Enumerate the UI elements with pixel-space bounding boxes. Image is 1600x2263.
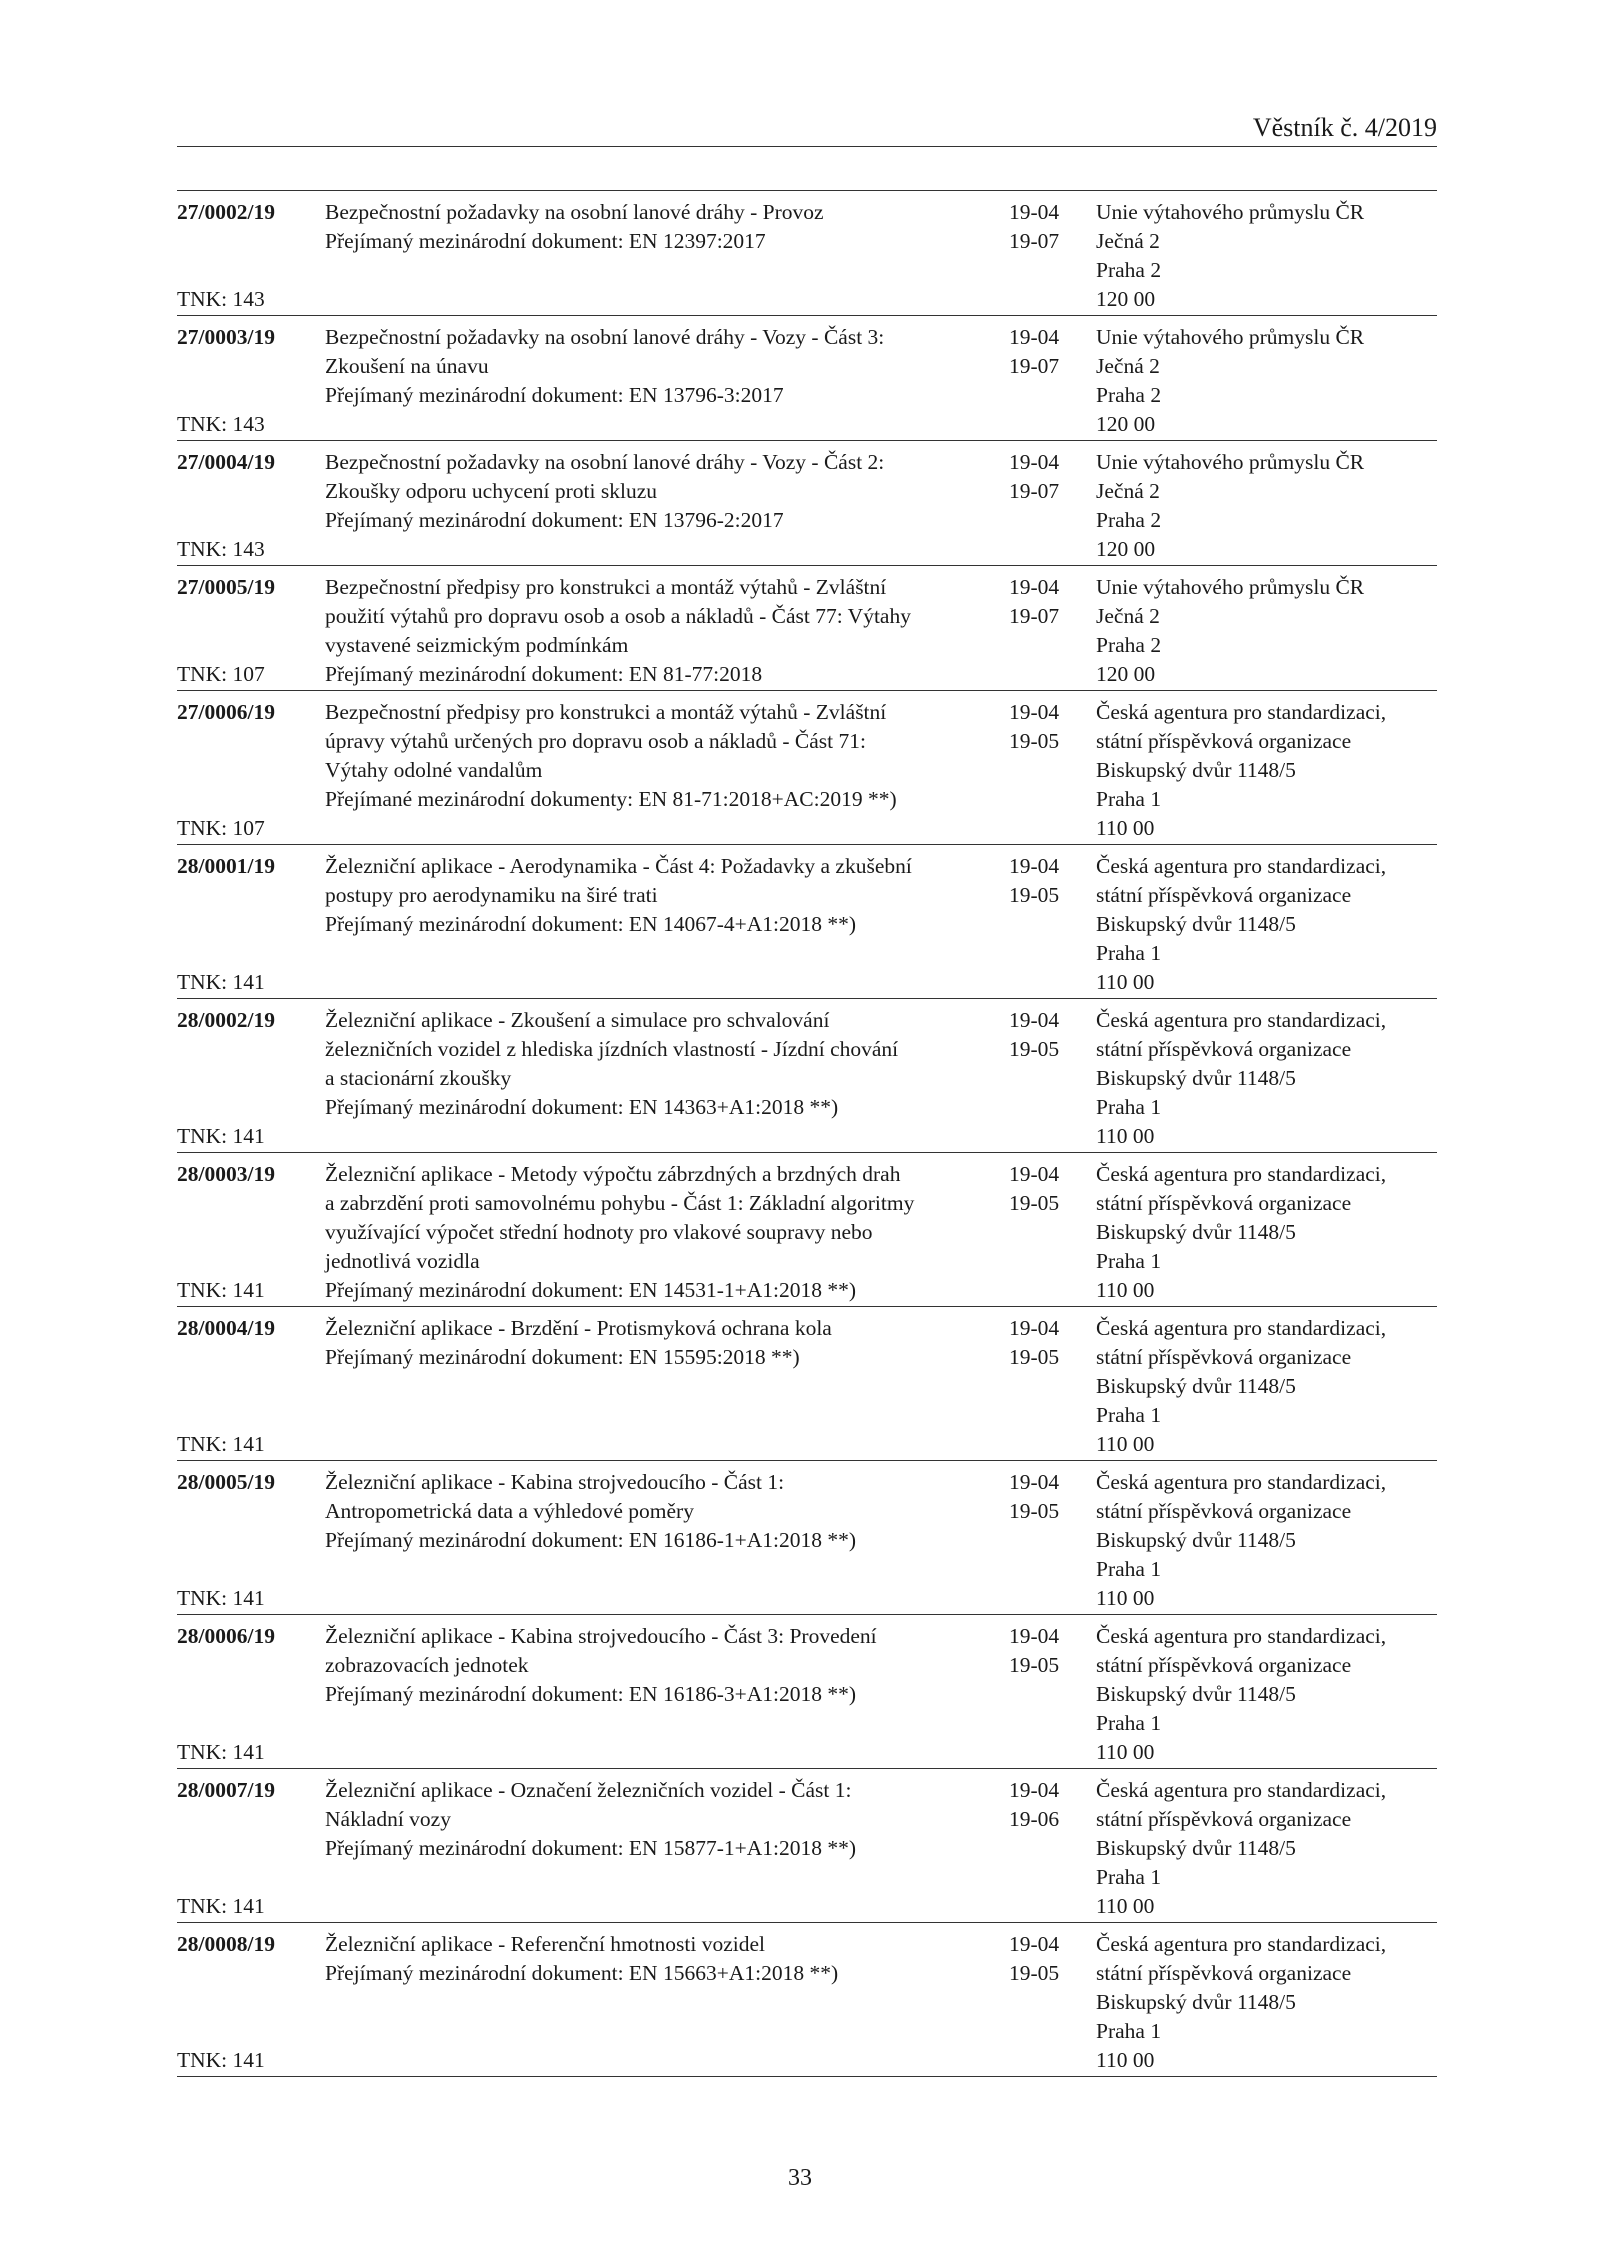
entry-number: 28/0007/19 xyxy=(177,1778,275,1802)
entry-title-line: zobrazovacích jednotek xyxy=(325,1653,529,1677)
entry-address-cell xyxy=(1095,1006,1437,1151)
entry-title-cell xyxy=(304,852,1009,997)
entry-title-cell xyxy=(304,573,1009,689)
entry-date: 19-04 xyxy=(1009,1932,1060,1956)
entry-address-line: Praha 1 xyxy=(1096,2019,1162,2043)
entry-date: 19-04 xyxy=(1009,1624,1060,1648)
entry-date: 19-04 xyxy=(1009,1470,1060,1494)
standards-table xyxy=(177,190,1437,2077)
entry-title-line: Přejímaný mezinárodní dokument: EN 16186-3+A1:2018 **) xyxy=(325,1682,857,1706)
entry-date: 19-04 xyxy=(1009,700,1060,724)
entry-dates-cell xyxy=(1009,1930,1095,2075)
entry-address-line: Česká agentura pro standardizaci, xyxy=(1096,1162,1387,1186)
entry-address-cell xyxy=(1095,1160,1437,1305)
table-row xyxy=(177,1461,1437,1615)
entry-number: 27/0005/19 xyxy=(177,575,275,599)
entry-title-line: Železniční aplikace - Referenční hmotnosti vozidel xyxy=(325,1932,765,1956)
table-row xyxy=(177,441,1437,566)
entry-dates-cell xyxy=(1009,198,1095,314)
entry-date: 19-04 xyxy=(1009,1162,1060,1186)
entry-address-cell xyxy=(1095,448,1437,564)
entry-address-line: Unie výtahového průmyslu ČR xyxy=(1096,325,1365,349)
entry-number: 28/0006/19 xyxy=(177,1624,275,1648)
entry-title-line: železničních vozidel z hlediska jízdních vlastností - Jízdní chování xyxy=(325,1037,899,1061)
entry-address-cell xyxy=(1095,198,1437,314)
entry-title-line: Bezpečnostní požadavky na osobní lanové dráhy - Vozy - Část 2: xyxy=(325,450,885,474)
entry-date: 19-04 xyxy=(1009,575,1060,599)
entry-dates-cell xyxy=(1009,852,1095,997)
entry-address-line: Praha 1 xyxy=(1096,1557,1162,1581)
entry-address-line: Praha 1 xyxy=(1096,941,1162,965)
entry-address-cell xyxy=(1095,1930,1437,2075)
entry-address-line: Praha 1 xyxy=(1096,787,1162,811)
entry-id-cell xyxy=(177,852,304,997)
entry-tnk: TNK: 141 xyxy=(177,1124,265,1148)
entry-address-line: Česká agentura pro standardizaci, xyxy=(1096,1778,1387,1802)
entry-id-cell xyxy=(177,1622,304,1767)
entry-title-line: postupy pro aerodynamiku na širé trati xyxy=(325,883,658,907)
entry-title-line: Přejímaný mezinárodní dokument: EN 14531-1+A1:2018 **) xyxy=(325,1278,857,1302)
entry-title-line: Přejímaný mezinárodní dokument: EN 16186-1+A1:2018 **) xyxy=(325,1528,857,1552)
entry-title-line: Bezpečnostní předpisy pro konstrukci a montáž výtahů - Zvláštní xyxy=(325,575,887,599)
entry-address-line: Česká agentura pro standardizaci, xyxy=(1096,1932,1387,1956)
entry-title-line: Přejímaný mezinárodní dokument: EN 12397:2017 xyxy=(325,229,766,253)
entry-address-line: 110 00 xyxy=(1096,1124,1155,1148)
entry-address-line: státní příspěvková organizace xyxy=(1096,1653,1352,1677)
entry-address-line: 110 00 xyxy=(1096,1278,1155,1302)
entry-title-line: Nákladní vozy xyxy=(325,1807,451,1831)
table-row xyxy=(177,845,1437,999)
entry-title-line: Přejímaný mezinárodní dokument: EN 13796-2:2017 xyxy=(325,508,784,532)
table-row xyxy=(177,1153,1437,1307)
entry-date: 19-05 xyxy=(1009,1499,1060,1523)
table-row xyxy=(177,691,1437,845)
entry-address-line: Unie výtahového průmyslu ČR xyxy=(1096,450,1365,474)
page-header xyxy=(177,110,1437,147)
entry-title-line: Přejímaný mezinárodní dokument: EN 13796-3:2017 xyxy=(325,383,784,407)
entry-date: 19-07 xyxy=(1009,479,1060,503)
entry-tnk: TNK: 141 xyxy=(177,2048,265,2072)
entry-title-line: Přejímaný mezinárodní dokument: EN 14067-4+A1:2018 **) xyxy=(325,912,857,936)
entry-address-line: státní příspěvková organizace xyxy=(1096,729,1352,753)
entry-title-line: Železniční aplikace - Zkoušení a simulace pro schvalování xyxy=(325,1008,830,1032)
page-number: 33 xyxy=(788,2165,812,2191)
table-row xyxy=(177,999,1437,1153)
entry-address-line: Ječná 2 xyxy=(1096,354,1160,378)
entry-address-line: Česká agentura pro standardizaci, xyxy=(1096,1624,1387,1648)
entry-address-line: státní příspěvková organizace xyxy=(1096,1345,1352,1369)
entry-id-cell xyxy=(177,1468,304,1613)
entry-address-line: Praha 2 xyxy=(1096,508,1162,532)
entry-title-line: Přejímané mezinárodní dokumenty: EN 81-71:2018+AC:2019 **) xyxy=(325,787,897,811)
table-row xyxy=(177,566,1437,691)
table-row xyxy=(177,1769,1437,1923)
entry-address-line: Biskupský dvůr 1148/5 xyxy=(1096,1990,1296,2014)
entry-tnk: TNK: 141 xyxy=(177,1278,265,1302)
entry-address-line: Biskupský dvůr 1148/5 xyxy=(1096,1528,1296,1552)
entry-address-cell xyxy=(1095,698,1437,843)
entry-title-line: vystavené seizmickým podmínkám xyxy=(325,633,629,657)
entry-title-line: využívající výpočet střední hodnoty pro vlakové soupravy nebo xyxy=(325,1220,873,1244)
entry-dates-cell xyxy=(1009,1468,1095,1613)
entry-address-line: 110 00 xyxy=(1096,1894,1155,1918)
entry-date: 19-05 xyxy=(1009,1345,1060,1369)
entry-id-cell xyxy=(177,1314,304,1459)
entry-title-line: Antropometrická data a výhledové poměry xyxy=(325,1499,694,1523)
entry-date: 19-04 xyxy=(1009,854,1060,878)
entry-id-cell xyxy=(177,573,304,689)
entry-number: 27/0006/19 xyxy=(177,700,275,724)
entry-address-line: Unie výtahového průmyslu ČR xyxy=(1096,575,1365,599)
entry-address-line: Česká agentura pro standardizaci, xyxy=(1096,700,1387,724)
entry-id-cell xyxy=(177,1006,304,1151)
entry-number: 27/0004/19 xyxy=(177,450,275,474)
entry-address-line: Česká agentura pro standardizaci, xyxy=(1096,854,1387,878)
entry-title-line: Železniční aplikace - Kabina strojvedoucího - Část 3: Provedení xyxy=(325,1624,877,1648)
entry-address-line: 120 00 xyxy=(1096,412,1156,436)
entry-address-cell xyxy=(1095,573,1437,689)
entry-dates-cell xyxy=(1009,448,1095,564)
entry-date: 19-04 xyxy=(1009,1008,1060,1032)
entry-address-line: Česká agentura pro standardizaci, xyxy=(1096,1316,1387,1340)
entry-title-line: Zkoušky odporu uchycení proti skluzu xyxy=(325,479,658,503)
entry-title-line: Železniční aplikace - Označení železničních vozidel - Část 1: xyxy=(325,1778,852,1802)
entry-title-cell xyxy=(304,1468,1009,1613)
entry-address-line: Praha 2 xyxy=(1096,633,1162,657)
entry-address-line: státní příspěvková organizace xyxy=(1096,1961,1352,1985)
entry-number: 28/0004/19 xyxy=(177,1316,275,1340)
entry-address-line: Praha 1 xyxy=(1096,1865,1162,1889)
entry-address-line: státní příspěvková organizace xyxy=(1096,1191,1352,1215)
entry-id-cell xyxy=(177,698,304,843)
entry-address-line: státní příspěvková organizace xyxy=(1096,1037,1352,1061)
entry-title-cell xyxy=(304,1006,1009,1151)
entry-date: 19-04 xyxy=(1009,200,1060,224)
entry-title-cell xyxy=(304,323,1009,439)
entry-title-line: Přejímaný mezinárodní dokument: EN 15595:2018 **) xyxy=(325,1345,800,1369)
entry-address-line: Praha 1 xyxy=(1096,1711,1162,1735)
entry-title-line: Přejímaný mezinárodní dokument: EN 14363+A1:2018 **) xyxy=(325,1095,839,1119)
entry-date: 19-07 xyxy=(1009,354,1060,378)
entry-address-cell xyxy=(1095,1314,1437,1459)
entry-dates-cell xyxy=(1009,573,1095,689)
entry-title-line: úpravy výtahů určených pro dopravu osob a nákladů - Část 71: xyxy=(325,729,866,753)
entry-address-line: Praha 2 xyxy=(1096,258,1162,282)
entry-tnk: TNK: 141 xyxy=(177,1586,265,1610)
entry-date: 19-07 xyxy=(1009,229,1060,253)
entry-address-line: Praha 1 xyxy=(1096,1095,1162,1119)
entry-date: 19-05 xyxy=(1009,1961,1060,1985)
entry-id-cell xyxy=(177,198,304,314)
entry-address-line: 110 00 xyxy=(1096,970,1155,994)
entry-tnk: TNK: 143 xyxy=(177,287,265,311)
entry-tnk: TNK: 107 xyxy=(177,662,265,686)
entry-number: 27/0003/19 xyxy=(177,325,275,349)
entry-date: 19-04 xyxy=(1009,1316,1060,1340)
table-row xyxy=(177,191,1437,316)
entry-tnk: TNK: 143 xyxy=(177,537,265,561)
entry-address-line: Česká agentura pro standardizaci, xyxy=(1096,1470,1387,1494)
entry-address-line: státní příspěvková organizace xyxy=(1096,1499,1352,1523)
entry-address-line: Česká agentura pro standardizaci, xyxy=(1096,1008,1387,1032)
entry-dates-cell xyxy=(1009,1622,1095,1767)
entry-title-line: a zabrzdění proti samovolnému pohybu - Část 1: Základní algoritmy xyxy=(325,1191,915,1215)
entry-title-cell xyxy=(304,1314,1009,1459)
entry-date: 19-04 xyxy=(1009,1778,1060,1802)
entry-address-line: 120 00 xyxy=(1096,287,1156,311)
entry-date: 19-07 xyxy=(1009,604,1060,628)
entry-dates-cell xyxy=(1009,1314,1095,1459)
entry-number: 27/0002/19 xyxy=(177,200,275,224)
entry-title-line: Železniční aplikace - Metody výpočtu zábrzdných a brzdných drah xyxy=(325,1162,901,1186)
entry-title-cell xyxy=(304,1160,1009,1305)
entry-title-line: použití výtahů pro dopravu osob a osob a nákladů - Část 77: Výtahy xyxy=(325,604,911,628)
entry-title-line: Výtahy odolné vandalům xyxy=(325,758,543,782)
entry-address-line: Biskupský dvůr 1148/5 xyxy=(1096,912,1296,936)
entry-title-line: Zkoušení na únavu xyxy=(325,354,489,378)
entry-date: 19-05 xyxy=(1009,1037,1060,1061)
header-title: Věstník č. 4/2019 xyxy=(1252,113,1437,142)
entry-dates-cell xyxy=(1009,1006,1095,1151)
entry-address-cell xyxy=(1095,1622,1437,1767)
entry-id-cell xyxy=(177,1930,304,2075)
entry-date: 19-04 xyxy=(1009,325,1060,349)
entry-address-line: státní příspěvková organizace xyxy=(1096,883,1352,907)
entry-title-cell xyxy=(304,1776,1009,1921)
entry-date: 19-04 xyxy=(1009,450,1060,474)
entry-address-line: Biskupský dvůr 1148/5 xyxy=(1096,1836,1296,1860)
entry-title-line: Bezpečnostní požadavky na osobní lanové dráhy - Vozy - Část 3: xyxy=(325,325,885,349)
entry-title-line: Železniční aplikace - Kabina strojvedoucího - Část 1: xyxy=(325,1470,785,1494)
page-footer xyxy=(0,2165,1600,2192)
entry-tnk: TNK: 141 xyxy=(177,1432,265,1456)
entry-date: 19-06 xyxy=(1009,1807,1060,1831)
entry-title-cell xyxy=(304,448,1009,564)
entry-title-line: Přejímaný mezinárodní dokument: EN 15877-1+A1:2018 **) xyxy=(325,1836,857,1860)
entry-title-cell xyxy=(304,698,1009,843)
entry-address-cell xyxy=(1095,323,1437,439)
entry-title-line: jednotlivá vozidla xyxy=(325,1249,480,1273)
entry-address-line: Praha 2 xyxy=(1096,383,1162,407)
entry-id-cell xyxy=(177,1160,304,1305)
entry-title-line: Přejímaný mezinárodní dokument: EN 81-77:2018 xyxy=(325,662,763,686)
entry-dates-cell xyxy=(1009,323,1095,439)
entry-address-line: Ječná 2 xyxy=(1096,479,1160,503)
entry-address-line: Ječná 2 xyxy=(1096,229,1160,253)
entry-dates-cell xyxy=(1009,1776,1095,1921)
entry-id-cell xyxy=(177,448,304,564)
entry-address-line: 110 00 xyxy=(1096,1586,1155,1610)
entry-dates-cell xyxy=(1009,698,1095,843)
entry-address-line: 110 00 xyxy=(1096,1432,1155,1456)
entry-dates-cell xyxy=(1009,1160,1095,1305)
entry-tnk: TNK: 141 xyxy=(177,1894,265,1918)
entry-address-line: 120 00 xyxy=(1096,662,1156,686)
entry-tnk: TNK: 141 xyxy=(177,1740,265,1764)
entry-title-line: Přejímaný mezinárodní dokument: EN 15663+A1:2018 **) xyxy=(325,1961,839,1985)
entry-address-cell xyxy=(1095,1468,1437,1613)
entry-tnk: TNK: 141 xyxy=(177,970,265,994)
entry-address-line: 110 00 xyxy=(1096,2048,1155,2072)
entry-date: 19-05 xyxy=(1009,1653,1060,1677)
entry-id-cell xyxy=(177,1776,304,1921)
entry-tnk: TNK: 143 xyxy=(177,412,265,436)
entry-title-line: Bezpečnostní předpisy pro konstrukci a montáž výtahů - Zvláštní xyxy=(325,700,887,724)
entry-address-line: 110 00 xyxy=(1096,816,1155,840)
table-row xyxy=(177,316,1437,441)
entry-address-line: Praha 1 xyxy=(1096,1249,1162,1273)
entry-number: 28/0003/19 xyxy=(177,1162,275,1186)
entry-number: 28/0005/19 xyxy=(177,1470,275,1494)
entry-address-line: Unie výtahového průmyslu ČR xyxy=(1096,200,1365,224)
entry-address-line: Biskupský dvůr 1148/5 xyxy=(1096,1682,1296,1706)
entry-address-cell xyxy=(1095,852,1437,997)
entry-title-line: Bezpečnostní požadavky na osobní lanové dráhy - Provoz xyxy=(325,200,824,224)
entry-title-line: Železniční aplikace - Brzdění - Protismyková ochrana kola xyxy=(325,1316,832,1340)
entry-address-line: Biskupský dvůr 1148/5 xyxy=(1096,1374,1296,1398)
entry-address-line: Biskupský dvůr 1148/5 xyxy=(1096,1220,1296,1244)
entry-title-line: a stacionární zkoušky xyxy=(325,1066,512,1090)
entry-address-line: Biskupský dvůr 1148/5 xyxy=(1096,758,1296,782)
table-row xyxy=(177,1615,1437,1769)
entry-id-cell xyxy=(177,323,304,439)
entry-address-cell xyxy=(1095,1776,1437,1921)
entry-address-line: Ječná 2 xyxy=(1096,604,1160,628)
entry-address-line: Praha 1 xyxy=(1096,1403,1162,1427)
entry-address-line: 110 00 xyxy=(1096,1740,1155,1764)
table-row xyxy=(177,1923,1437,2077)
entry-number: 28/0002/19 xyxy=(177,1008,275,1032)
entry-address-line: Biskupský dvůr 1148/5 xyxy=(1096,1066,1296,1090)
entry-tnk: TNK: 107 xyxy=(177,816,265,840)
entry-address-line: 120 00 xyxy=(1096,537,1156,561)
entry-date: 19-05 xyxy=(1009,883,1060,907)
table-row xyxy=(177,1307,1437,1461)
entry-address-line: státní příspěvková organizace xyxy=(1096,1807,1352,1831)
entry-date: 19-05 xyxy=(1009,1191,1060,1215)
entry-date: 19-05 xyxy=(1009,729,1060,753)
entry-title-cell xyxy=(304,1622,1009,1767)
entry-title-line: Železniční aplikace - Aerodynamika - Část 4: Požadavky a zkušební xyxy=(325,854,912,878)
entry-title-cell xyxy=(304,198,1009,314)
entry-number: 28/0001/19 xyxy=(177,854,275,878)
entry-title-cell xyxy=(304,1930,1009,2075)
entry-number: 28/0008/19 xyxy=(177,1932,275,1956)
